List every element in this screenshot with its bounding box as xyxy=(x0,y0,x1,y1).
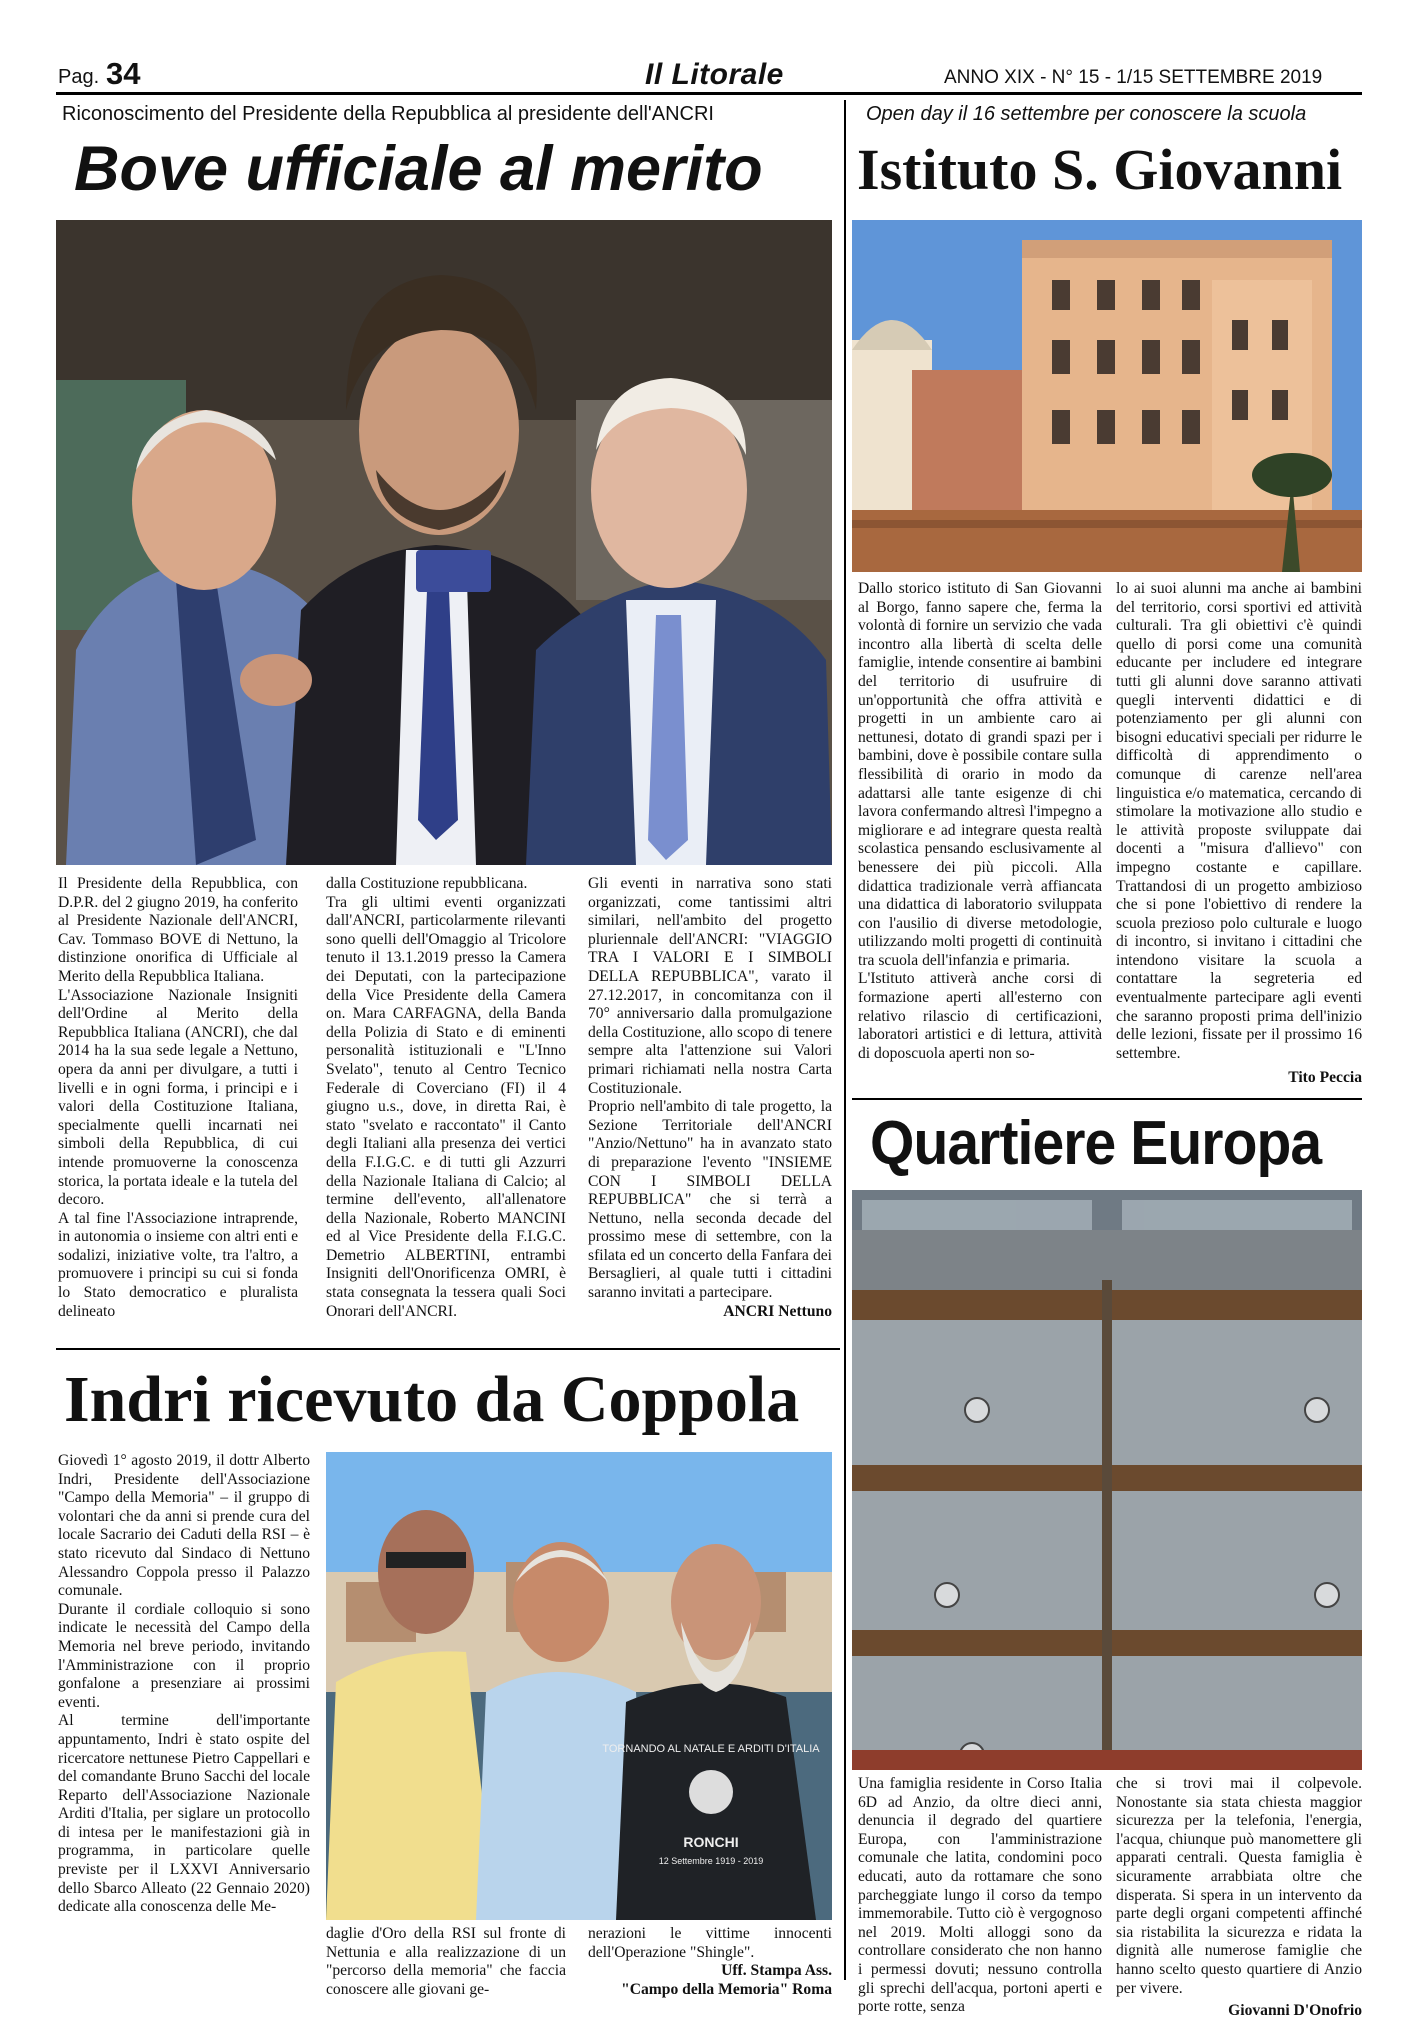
byline: ANCRI Nettuno xyxy=(723,1302,832,1320)
header-rule xyxy=(56,92,1362,95)
vertical-divider xyxy=(844,100,846,1980)
shirt-text-mid: RONCHI xyxy=(683,1834,739,1850)
paragraph: L'Istituto attiverà anche corsi di formazione aperti all'esterno con relativo rilascio di certificazioni, laboratori artistici e di lettura, attività di doposcuola aperti non so- xyxy=(858,970,1102,1062)
paragraph: Il Presidente della Repubblica, con D.P.R. del 2 giugno 2019, ha conferito al Presidente Nazionale dell'ANCRI, Cav. Tommaso BOVE di Nettuno, la distinzione onorifica di Ufficiale al Merito della Repubblica Italiana. xyxy=(58,875,298,985)
bove-column-2 xyxy=(326,875,566,1321)
quartiere-photo xyxy=(852,1190,1362,1770)
istituto-column-1 xyxy=(858,580,1102,1063)
byline: Uff. Stampa Ass. xyxy=(721,1962,832,1980)
paragraph: Giovedì 1° agosto 2019, il dottr Alberto Indri, Presidente dell'Associazione "Campo della Memoria" – il gruppo di volontari che da anni si prende cura del locale Sacrario dei Caduti della RSI – è stato ricevuto dal Sindaco di Nettuno Alessandro Coppola presso il Palazzo comunale. xyxy=(58,1452,310,1600)
paragraph: dalla Costituzione repubblicana. xyxy=(326,875,528,892)
istituto-photo xyxy=(852,220,1362,572)
istituto-column-2 xyxy=(1116,580,1362,1088)
page-label: Pag. xyxy=(58,66,100,88)
page-number: 34 xyxy=(106,56,141,91)
byline: Tito Peccia xyxy=(1288,1069,1362,1087)
paragraph: Proprio nell'ambito di tale progetto, la Sezione Territoriale dell'ANCRI "Anzio/Nettuno" ha in avanzato stato di preparazione l'evento "INSIEME CON I SIMBOLI DELLA REPUBBLICA" che si terrà a Nettuno, nella seconda decade del prossimo mese di settembre, con la sfilata ed un concerto della Fanfara dei Bersaglieri, al quale tutti i cittadini saranno invitati a partecipare. xyxy=(588,1098,832,1302)
quartiere-column-2 xyxy=(1116,1775,1362,2021)
bove-column-3 xyxy=(588,875,832,1321)
issue-info: ANNO XIX - N° 15 - 1/15 SETTEMBRE 2019 xyxy=(944,67,1323,88)
paragraph: Gli eventi in narrativa sono stati organizzati, come tantissimi altri similari, nell'ambito del progetto pluriennale dell'ANCRI: "VIAGGIO TRA I VALORI E I SIMBOLI DELLA REPUBBLICA", varato il 27.12.2017, in concomitanza con il 70° anniversario dalla promulgazione della Costituzione, allo scopo di tenere sempre alta l'attenzione sui Valori primari richiamati nella nostra Carta Costituzionale. xyxy=(588,875,832,1097)
quartiere-headline: Quartiere Europa xyxy=(870,1109,1322,1178)
shirt-text-top: TORNANDO AL NATALE E ARDITI D'ITALIA xyxy=(602,1743,820,1755)
paragraph: Tra gli ultimi eventi organizzati dall'ANCRI, particolarmente rilevanti sono quelli dell'Omaggio al Tricolore tenuto il 13.1.2019 presso la Camera dei Deputati, con la partecipazione della Vice Presidente della Camera on. Mara CARFAGNA, della Banda della Polizia di Stato e di eminenti personalità istituzionali e "L'Inno Svelato", tenuto al Centro Tecnico Federale di Coverciano (FI) il 4 giugno u.s., dove, in diretta Rai, è stato "svelato e raccontato" il Canto degli Italiani alla presenza dei vertici della F.I.G.C. e di tutti gli Azzurri della Nazionale Italiana di Calcio; al termine dell'evento, all'allenatore della Nazionale, Roberto MANCINI ed al Vice Presidente della F.I.G.C. Demetrio ALBERTINI, entrambi Insigniti dell'Onorificenza OMRI, è stata consegnata la tessera quali Soci Onorari dell'ANCRI. xyxy=(326,893,566,1320)
byline: Giovanni D'Onofrio xyxy=(1228,2002,1362,2020)
paragraph: L'Associazione Nazionale Insigniti dell'Ordine al Merito della Repubblica Italiana (ANCRI), che dal 2014 ha la sua sede legale a Nettuno, opera da anni per divulgare, a tutti i livelli e in ogni forma, i principi e i valori della Costituzione Italiana, specialmente quelli incarnati nei simboli della Repubblica, di cui intende promuoverne la conoscenza storica, la portata ideale e la tutela del decoro. xyxy=(58,986,298,1209)
paragraph: A tal fine l'Associazione intraprende, in autonomia o insieme con altri enti e sodalizi, iniziative volte, tra l'altro, a promuovere i principi su cui si fonda lo Stato democratico e pluralista delineato xyxy=(58,1209,298,1320)
bove-headline: Bove ufficiale al merito xyxy=(74,134,763,204)
paragraph: nerazioni le vittime innocenti dell'Operazione "Shingle". xyxy=(588,1925,832,1961)
bove-photo xyxy=(56,220,832,865)
paragraph: lo ai suoi alunni ma anche ai bambini del territorio, corsi sportivi ed attività culturali. Tra gli obiettivi c'è quindi quello di porsi come una comunità educante per includere ed integrare tutti gli alunni dove saranno attivati quegli interventi didattici e di potenziamento per gli alunni con bisogni educativi speciali per ridurre le difficoltà di apprendimento o comunque di carenze nell'area linguistica e/o matematica, cercando di stimolare la motivazione allo studio e le attività proposte sviluppate dai docenti a "misura d'allievo" con impegno costante e capillare. Trattandosi di un progetto ambizioso che si pone l'obiettivo di rendere la scuola prezioso polo culturale e luogo di incontro, si invitano i cittadini che intendono visitare la scuola a contattare la segreteria ed eventualmente partecipare agli eventi che saranno proposti prima dell'inizio delle lezioni, fissate per il prossimo 16 settembre. xyxy=(1116,580,1362,1062)
paragraph: Una famiglia residente in Corso Italia 6D ad Anzio, da oltre dieci anni, denuncia il degrado del quartiere Europa, con l'amministrazione comunale che latita, condomini poco educati, auto da rottamare che sono parcheggiate lungo il corso da tempo immemorabile. Tutto ciò è vergognoso nel 2019. Molti alloggi sono da controllare considerato che non hanno i permessi dovuti; nessuno controlla gli sprechi dell'acqua, portoni aperti e porte rotte, senza xyxy=(858,1775,1102,2016)
indri-column-2 xyxy=(326,1925,566,1999)
paragraph: Dallo storico istituto di San Giovanni al Borgo, fanno sapere che, ferma la volontà di fornire un servizio che vada incontro alla libertà di scelta delle famiglie, intende consentire ai bambini del territorio di usufruire di un'opportunità che offra attività e progetti in un ambiente caro ai nettunesi, dotato di grandi spazi per i bambini, dove è possibile contare sulla flessibilità di orario in modo da adattarsi alle tante esigenze di chi lavora confermando altresì l'impegno a migliorare e ad integrare questa realtà scolastica pensando esclusivamente al benessere dei più piccoli. Alla didattica tradizionale verrà affiancata una didattica di laboratorio sviluppata con l'ausilio di diverse metodologie, utilizzando molti progetti di continuità tra scuola dell'infanzia e primaria. xyxy=(858,580,1102,969)
paragraph: daglie d'Oro della RSI sul fronte di Nettunia e alla realizzazione di un "percorso della memoria" che faccia conoscere alle giovani ge- xyxy=(326,1925,566,1998)
divider-istituto-quartiere xyxy=(852,1098,1362,1100)
paragraph: Durante il cordiale colloquio si sono indicate le necessità del Campo della Memoria nel breve periodo, invitando l'Amministrazione con il proprio gonfalone a presenziare ai prossimi eventi. xyxy=(58,1600,310,1711)
indri-photo xyxy=(326,1452,832,1920)
divider-bove-indri xyxy=(56,1348,840,1350)
bove-kicker: Riconoscimento del Presidente della Repubblica al presidente dell'ANCRI xyxy=(62,103,714,125)
paragraph: che si trovi mai il colpevole. Nonostante sia stata chiesta maggior sicurezza per la telefonia, l'energia, l'acqua, chiunque può manomettere gli apparati centrali. Questa famiglia è sicuramente arrabbiata oltre che disperata. Si spera in un intervento da parte degli organi competenti affinché sia ristabilita la sicurezza e ridata la dignità alle numerose famiglie che hanno scelto questo quartiere di Anzio per vivere. xyxy=(1116,1775,1362,1997)
indri-headline: Indri ricevuto da Coppola xyxy=(64,1363,800,1436)
istituto-headline: Istituto S. Giovanni xyxy=(857,137,1343,202)
bove-column-1 xyxy=(58,875,298,1321)
indri-column-3 xyxy=(588,1925,832,1999)
indri-column-1 xyxy=(58,1452,310,1917)
paragraph: Al termine dell'importante appuntamento, Indri è stato ospite del ricercatore nettunese Pietro Cappellari e del comandante Bruno Sacchi del locale Reparto dell'Associazione Nazionale Arditi d'Italia, per siglare un protocollo di intesa per le manifestazioni già in programma, in particolare quelle previste per il LXXVI Anniversario dello Sbarco Alleato (22 Gennaio 2020) dedicate alla conoscenza delle Me- xyxy=(58,1712,310,1916)
istituto-kicker: Open day il 16 settembre per conoscere la scuola xyxy=(866,103,1307,125)
byline: "Campo della Memoria" Roma xyxy=(621,1980,832,1998)
shirt-text-bot: 12 Settembre 1919 - 2019 xyxy=(658,1856,764,1866)
masthead: Il Litorale xyxy=(645,58,784,91)
quartiere-column-1 xyxy=(858,1775,1102,2017)
